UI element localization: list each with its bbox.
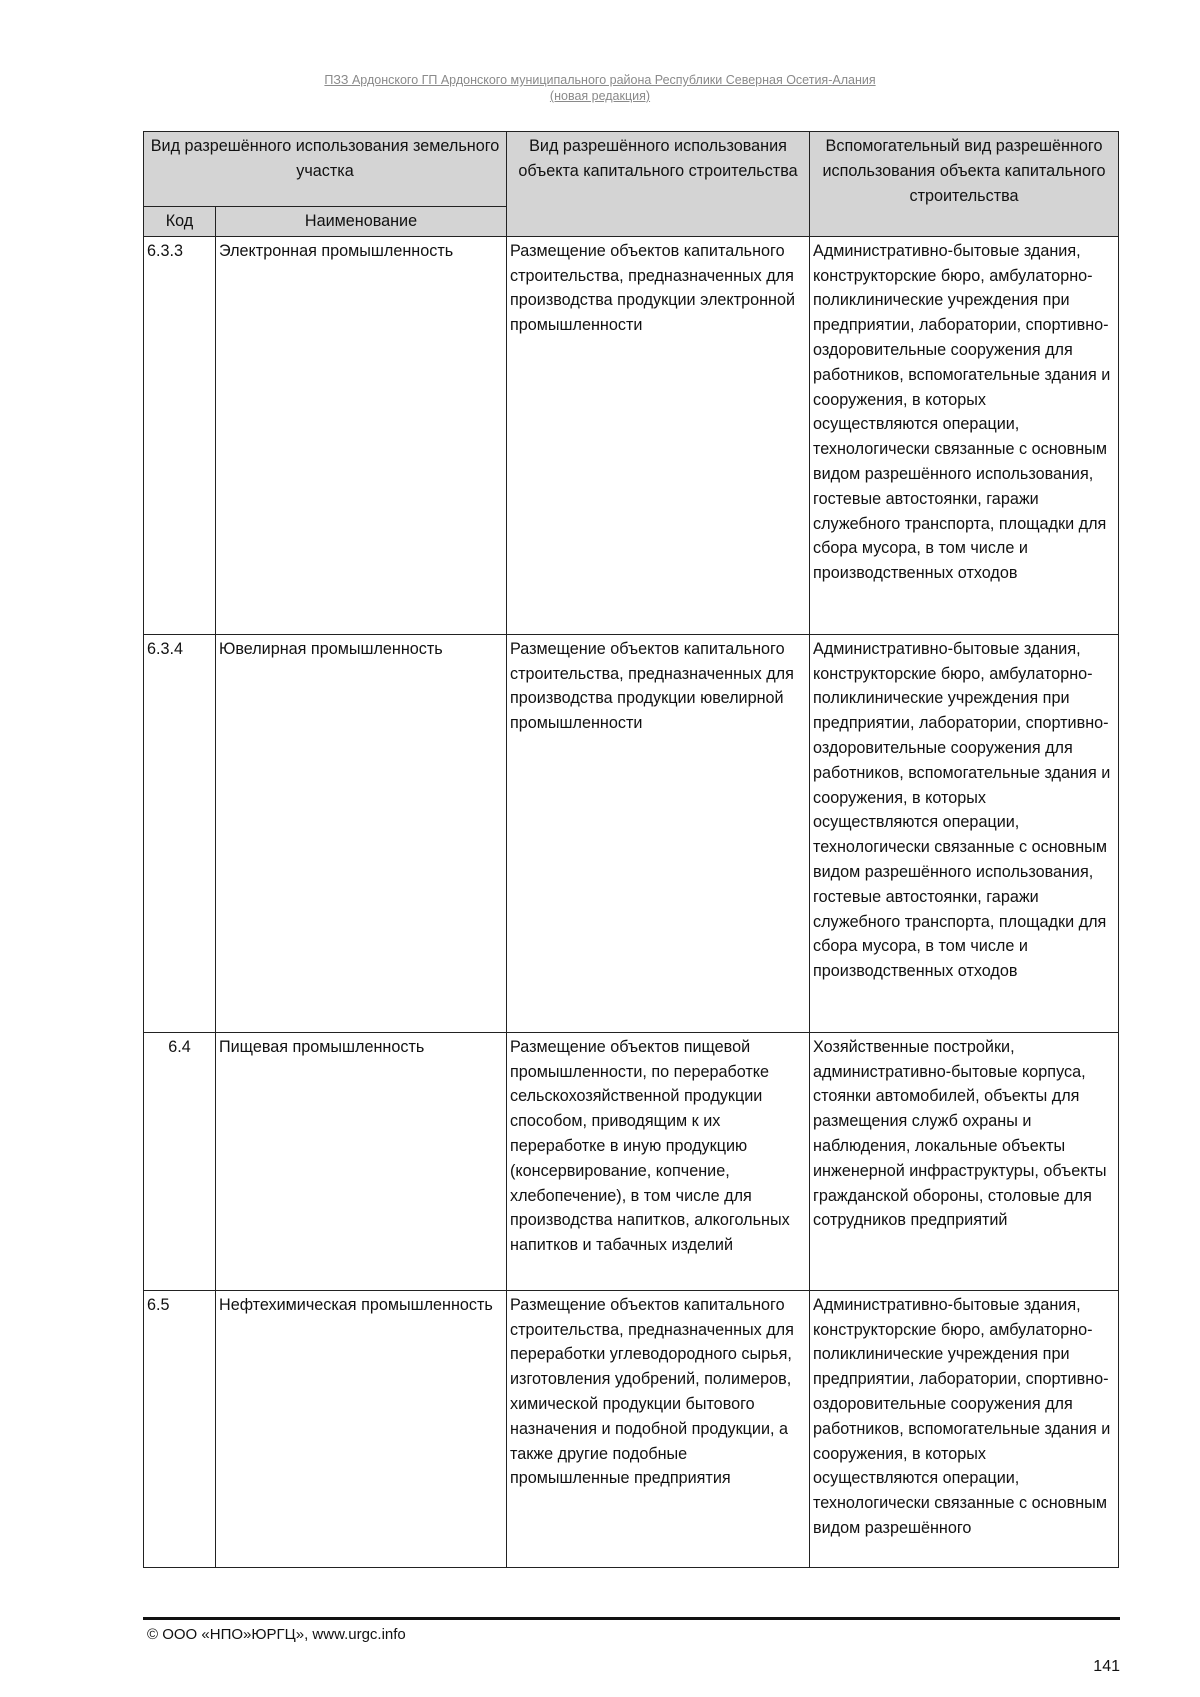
header-auxiliary-use: Вспомогательный вид разрешённого использования объекта капитального строительства (810, 132, 1119, 237)
page-number: 141 (1093, 1658, 1120, 1675)
table-row (144, 634, 1119, 1032)
header-code: Код (144, 207, 216, 237)
row-capital: Размещение объектов капитального строительства, предназначенных для переработки углеводородного сырья, изготовления удобрений, полимеров, химической продукции бытового назначения и подобной продукции, а также другие подобные промышленные предприятия (507, 1290, 810, 1567)
header-line-2: (новая редакция) (549, 89, 651, 103)
footer-copyright: © ООО «НПО»ЮРГЦ», www.urgc.info (147, 1626, 406, 1643)
row-code: 6.3.3 (144, 236, 216, 634)
row-auxiliary: Административно-бытовые здания, конструкторские бюро, амбулаторно-поликлинические учреждения при предприятии, лаборатории, спортивно-оздоровительные сооружения для работников, вспомогательные здания и сооружения, в которых осуществляются операции, технологически связанные с основным видом разрешённого использования, гостевые автостоянки, гаражи служебного транспорта, площадки для сбора мусора, в том числе и производственных отходов (810, 236, 1119, 634)
row-auxiliary: Хозяйственные постройки, административно-бытовые корпуса, стоянки автомобилей, объекты для размещения служб охраны и наблюдения, локальные объекты инженерной инфраструктуры, объекты гражданской обороны, столовые для сотрудников предприятий (810, 1032, 1119, 1290)
row-name: Электронная промышленность (216, 236, 507, 634)
row-name: Нефтехимическая промышленность (216, 1290, 507, 1567)
row-name: Ювелирная промышленность (216, 634, 507, 1032)
running-header (0, 72, 1200, 104)
row-code: 6.5 (144, 1290, 216, 1567)
row-auxiliary: Административно-бытовые здания, конструкторские бюро, амбулаторно-поликлинические учреждения при предприятии, лаборатории, спортивно-оздоровительные сооружения для работников, вспомогательные здания и сооружения, в которых осуществляются операции, технологически связанные с основным видом разрешённого (810, 1290, 1119, 1567)
row-auxiliary: Административно-бытовые здания, конструкторские бюро, амбулаторно-поликлинические учреждения при предприятии, лаборатории, спортивно-оздоровительные сооружения для работников, вспомогательные здания и сооружения, в которых осуществляются операции, технологически связанные с основным видом разрешённого использования, гостевые автостоянки, гаражи служебного транспорта, площадки для сбора мусора, в том числе и производственных отходов (810, 634, 1119, 1032)
table-row (144, 236, 1119, 634)
header-name: Наименование (216, 207, 507, 237)
row-capital: Размещение объектов пищевой промышленности, по переработке сельскохозяйственной продукции способом, приводящим к их переработке в иную продукцию (консервирование, копчение, хлебопечение), в том числе для производства напитков, алкогольных напитков и табачных изделий (507, 1032, 810, 1290)
table-row (144, 1290, 1119, 1567)
row-capital: Размещение объектов капитального строительства, предназначенных для производства продукции ювелирной промышленности (507, 634, 810, 1032)
header-land-use: Вид разрешённого использования земельного участка (144, 132, 507, 207)
row-name: Пищевая промышленность (216, 1032, 507, 1290)
land-use-table (143, 131, 1119, 1568)
header-line-1: ПЗЗ Ардонского ГП Ардонского муниципального района Республики Северная Осетия-Алания (324, 73, 876, 87)
row-capital: Размещение объектов капитального строительства, предназначенных для производства продукции электронной промышленности (507, 236, 810, 634)
row-code: 6.3.4 (144, 634, 216, 1032)
header-capital-construction: Вид разрешённого использования объекта капитального строительства (507, 132, 810, 237)
row-code: 6.4 (144, 1032, 216, 1290)
footer-divider (143, 1617, 1120, 1620)
table-row (144, 1032, 1119, 1290)
